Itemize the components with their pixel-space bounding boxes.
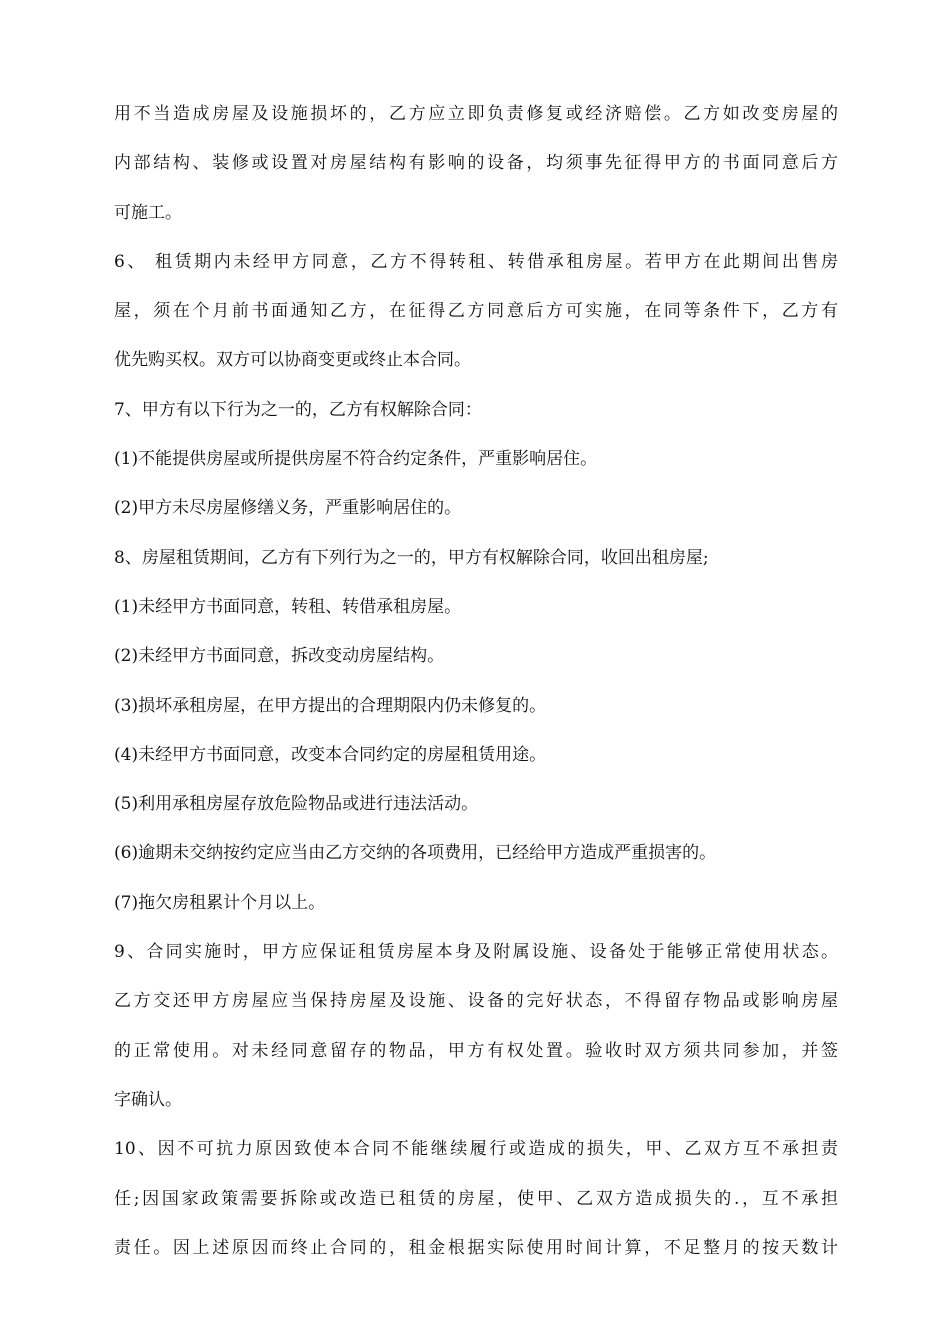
text-line: 字确认。	[114, 1089, 182, 1110]
document-page	[114, 94, 838, 1277]
text-line: 的正常使用。对未经同意留存的物品，甲方有权处置。验收时双方须共同参加，并签	[114, 1040, 838, 1061]
text-line: 10、因不可抗力原因致使本合同不能继续履行或造成的损失，甲、乙双方互不承担责	[114, 1139, 838, 1160]
text-line: 乙方交还甲方房屋应当保持房屋及设施、设备的完好状态，不得留存物品或影响房屋	[114, 991, 838, 1012]
text-line: (4)未经甲方书面同意，改变本合同约定的房屋租赁用途。	[114, 744, 547, 765]
text-line: (7)拖欠房租累计个月以上。	[114, 892, 326, 913]
text-line: (1)未经甲方书面同意，转租、转借承租房屋。	[114, 596, 462, 617]
text-line: 内部结构、装修或设置对房屋结构有影响的设备，均须事先征得甲方的书面同意后方	[114, 153, 838, 174]
text-line: (6)逾期未交纳按约定应当由乙方交纳的各项费用，已经给甲方造成严重损害的。	[114, 843, 717, 864]
text-line: 优先购买权。双方可以协商变更或终止本合同。	[114, 350, 471, 371]
text-line: 7、甲方有以下行为之一的，乙方有权解除合同：	[114, 399, 482, 420]
text-line: 任;因国家政策需要拆除或改造已租赁的房屋，使甲、乙双方造成损失的.，互不承担	[114, 1188, 838, 1209]
text-line: 6、 租赁期内未经甲方同意，乙方不得转租、转借承租房屋。若甲方在此期间出售房	[114, 251, 838, 272]
text-line: (5)利用承租房屋存放危险物品或进行违法活动。	[114, 794, 479, 815]
text-line: (1)不能提供房屋或所提供房屋不符合约定条件，严重影响居住。	[114, 449, 598, 470]
text-line: 屋，须在个月前书面通知乙方，在征得乙方同意后方可实施，在同等条件下，乙方有	[114, 301, 838, 322]
text-line: (2)未经甲方书面同意，拆改变动房屋结构。	[114, 646, 445, 667]
text-line: (3)损坏承租房屋，在甲方提出的合理期限内仍未修复的。	[114, 695, 547, 716]
text-line: 责任。因上述原因而终止合同的，租金根据实际使用时间计算，不足整月的按天数计	[114, 1237, 838, 1258]
text-line: 可施工。	[114, 202, 182, 223]
text-line: 用不当造成房屋及设施损坏的，乙方应立即负责修复或经济赔偿。乙方如改变房屋的	[114, 104, 838, 124]
text-line: 8、房屋租赁期间，乙方有下列行为之一的，甲方有权解除合同，收回出租房屋;	[114, 547, 709, 568]
text-line: 9、合同实施时，甲方应保证租赁房屋本身及附属设施、设备处于能够正常使用状态。	[114, 942, 838, 963]
text-line: (2)甲方未尽房屋修缮义务，严重影响居住的。	[114, 498, 462, 519]
